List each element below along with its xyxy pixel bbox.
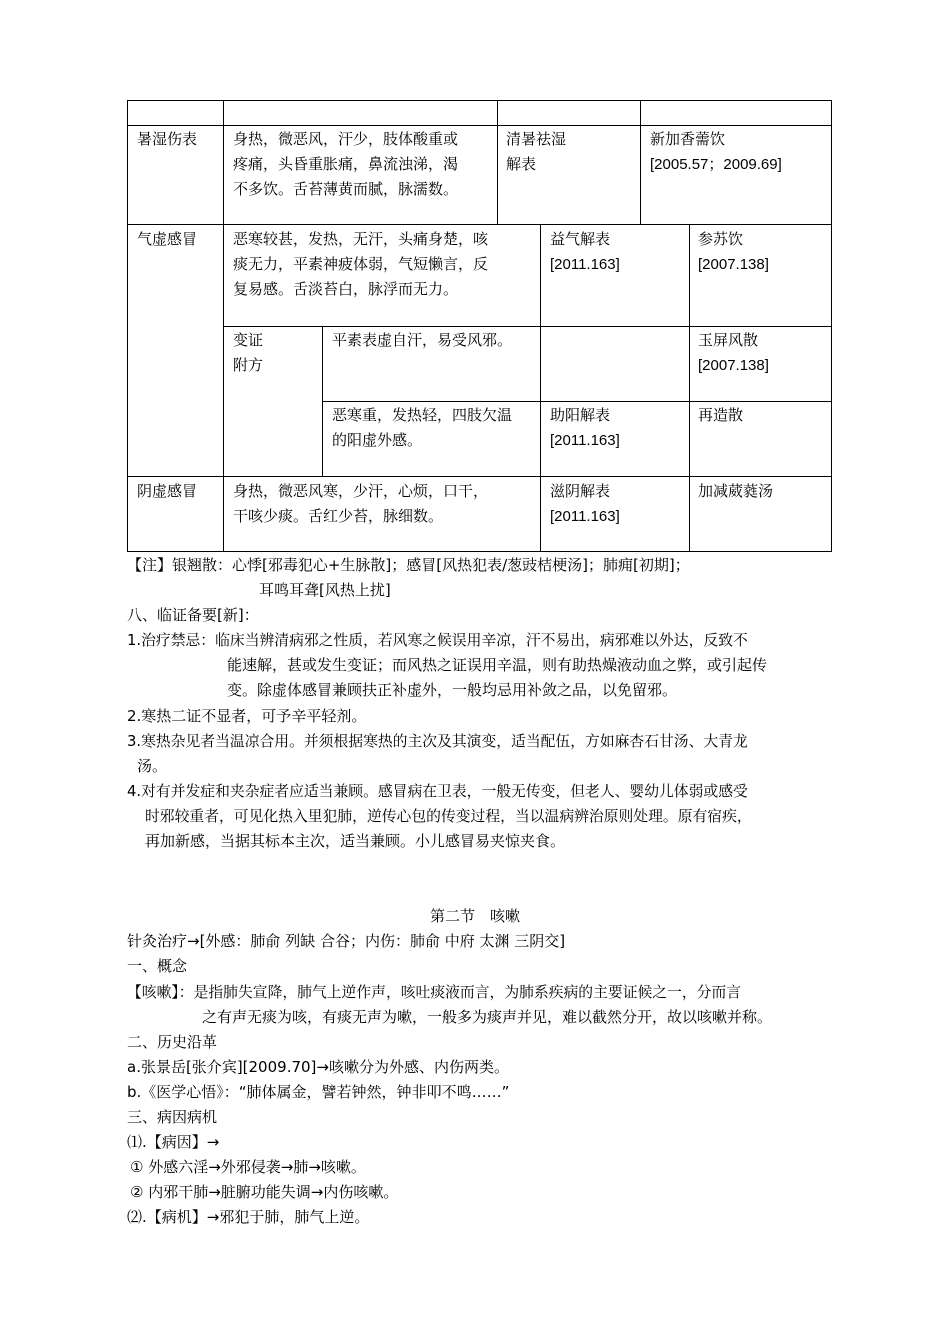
treatment-method: 助阳解表	[550, 406, 611, 424]
formula-ref: [2007.138]	[698, 357, 769, 374]
section-heading: 二、历史沿革	[127, 1033, 218, 1051]
formula-name: 再造散	[698, 406, 744, 424]
formula-ref: [2007.138]	[698, 256, 769, 273]
syndrome-name: 阴虚感冒	[137, 482, 198, 500]
table-border	[127, 125, 832, 126]
list-item: 4.对有并发症和夹杂症者应适当兼顾。感冒病在卫表，一般无传变，但老人、婴幼儿体弱或感受	[127, 783, 748, 800]
symptom-line: 身热，微恶风，汗少，肢体酸重或	[233, 130, 459, 148]
definition-line: 之有声无痰为咳，有痰无声为嗽，一般多为痰声并见，难以截然分开，故以咳嗽并称。	[202, 1008, 773, 1026]
list-item: 时邪较重者，可见化热入里犯肺，逆传心包的传变过程，当以温病辨治原则处理。原有宿疾，	[145, 808, 752, 825]
section-title: 第二节 咳嗽	[430, 907, 521, 925]
table-border	[127, 551, 832, 552]
list-item: 变。除虚体感冒兼顾扶正补虚外，一般均忌用补敛之品，以免留邪。	[227, 681, 678, 699]
formula-name: 加减葳蕤汤	[698, 482, 774, 500]
section-heading: 八、临证备要[新]：	[127, 606, 259, 624]
list-item: 能速解，甚或发生变证；而风热之证误用辛温，则有助热燥液动血之弊，或引起传	[227, 656, 768, 674]
variant-symptom: 平素表虚自汗，易受风邪。	[332, 331, 513, 349]
variant-label: 变证	[233, 331, 264, 349]
table-border	[127, 100, 832, 101]
symptom-line: 恶寒较甚，发热，无汗，头痛身楚，咳	[233, 230, 489, 248]
section-heading: 三、病因病机	[127, 1108, 218, 1126]
table-border	[640, 100, 641, 225]
symptom-line: 身热，微恶风寒，少汗，心烦，口干，	[233, 482, 489, 500]
table-border	[223, 326, 832, 327]
table-border	[322, 326, 323, 477]
variant-symptom: 恶寒重，发热轻，四肢欠温	[332, 406, 513, 424]
formula-name: 新加香薷饮	[650, 130, 726, 148]
table-border	[831, 100, 832, 552]
table-border	[127, 224, 832, 225]
table-border	[540, 224, 541, 552]
list-item: 1.治疗禁忌：临床当辨清病邪之性质，若风寒之候误用辛凉，汗不易出，病邪难以外达，反致不	[127, 632, 748, 649]
table-border	[127, 100, 128, 552]
treatment-method: 滋阴解表	[550, 482, 611, 500]
list-item: 汤。	[137, 757, 168, 775]
symptom-line: 不多饮。舌苔薄黄而腻，脉濡数。	[233, 180, 459, 198]
method-ref: [2011.163]	[550, 256, 620, 273]
formula-name: 玉屏风散	[698, 331, 759, 349]
list-item: 3.寒热杂见者当温凉合用。并须根据寒热的主次及其演变，适当配伍，方如麻杏石甘汤、大青龙	[127, 733, 748, 750]
treatment-method: 益气解表	[550, 230, 611, 248]
cause-item: ① 外感六淫→外邪侵袭→肺→咳嗽。	[130, 1158, 366, 1176]
mechanism-line: ⑵.【病机】→邪犯于肺，肺气上逆。	[127, 1208, 370, 1226]
formula-ref: [2005.57；2009.69]	[650, 156, 782, 173]
table-border	[322, 401, 832, 402]
treatment-method: 解表	[506, 155, 537, 173]
syndrome-name: 暑湿伤表	[137, 130, 198, 148]
cause-label: ⑴.【病因】→	[127, 1133, 220, 1151]
list-item: 再加新感，当据其标本主次，适当兼顾。小儿感冒易夹惊夹食。	[145, 832, 566, 850]
history-item: a.张景岳[张介宾][2009.70]→咳嗽分为外感、内伤两类。	[127, 1058, 509, 1076]
list-item: 2.寒热二证不显者，可予辛平轻剂。	[127, 707, 367, 725]
acupuncture-line: 针灸治疗→[外感：肺俞 列缺 合谷；内伤：肺俞 中府 太渊 三阴交]	[127, 932, 566, 950]
cause-item: ② 内邪干肺→脏腑功能失调→内伤咳嗽。	[130, 1183, 399, 1201]
variant-label: 附方	[233, 356, 264, 374]
section-heading: 一、概念	[127, 957, 188, 975]
table-border	[223, 100, 224, 552]
symptom-line: 疼痛，头昏重胀痛，鼻流浊涕，渴	[233, 155, 459, 173]
method-ref: [2011.163]	[550, 508, 620, 525]
history-item: b.《医学心悟》：“肺体属金，譬若钟然，钟非叩不鸣……”	[127, 1083, 510, 1101]
definition-line: 【咳嗽】：是指肺失宣降，肺气上逆作声，咳吐痰液而言，为肺系疾病的主要证候之一，分而言	[127, 984, 742, 1001]
syndrome-name: 气虚感冒	[137, 230, 198, 248]
note-line: 耳鸣耳聋[风热上扰]	[259, 581, 391, 599]
method-ref: [2011.163]	[550, 432, 620, 449]
variant-symptom: 的阳虚外感。	[332, 431, 423, 449]
note-line: 【注】银翘散：心悸[邪毒犯心+生脉散]；感冒[风热犯表/葱豉桔梗汤]；肺痈[初期]；	[127, 556, 690, 574]
symptom-line: 复易感。舌淡苔白，脉浮而无力。	[233, 280, 459, 298]
treatment-method: 清暑祛湿	[506, 130, 567, 148]
table-border	[127, 476, 832, 477]
symptom-line: 干咳少痰。舌红少苔，脉细数。	[233, 507, 444, 525]
table-border	[497, 100, 498, 225]
table-border	[689, 224, 690, 552]
formula-name: 参苏饮	[698, 230, 744, 248]
symptom-line: 痰无力，平素神疲体弱，气短懒言，反	[233, 255, 489, 273]
